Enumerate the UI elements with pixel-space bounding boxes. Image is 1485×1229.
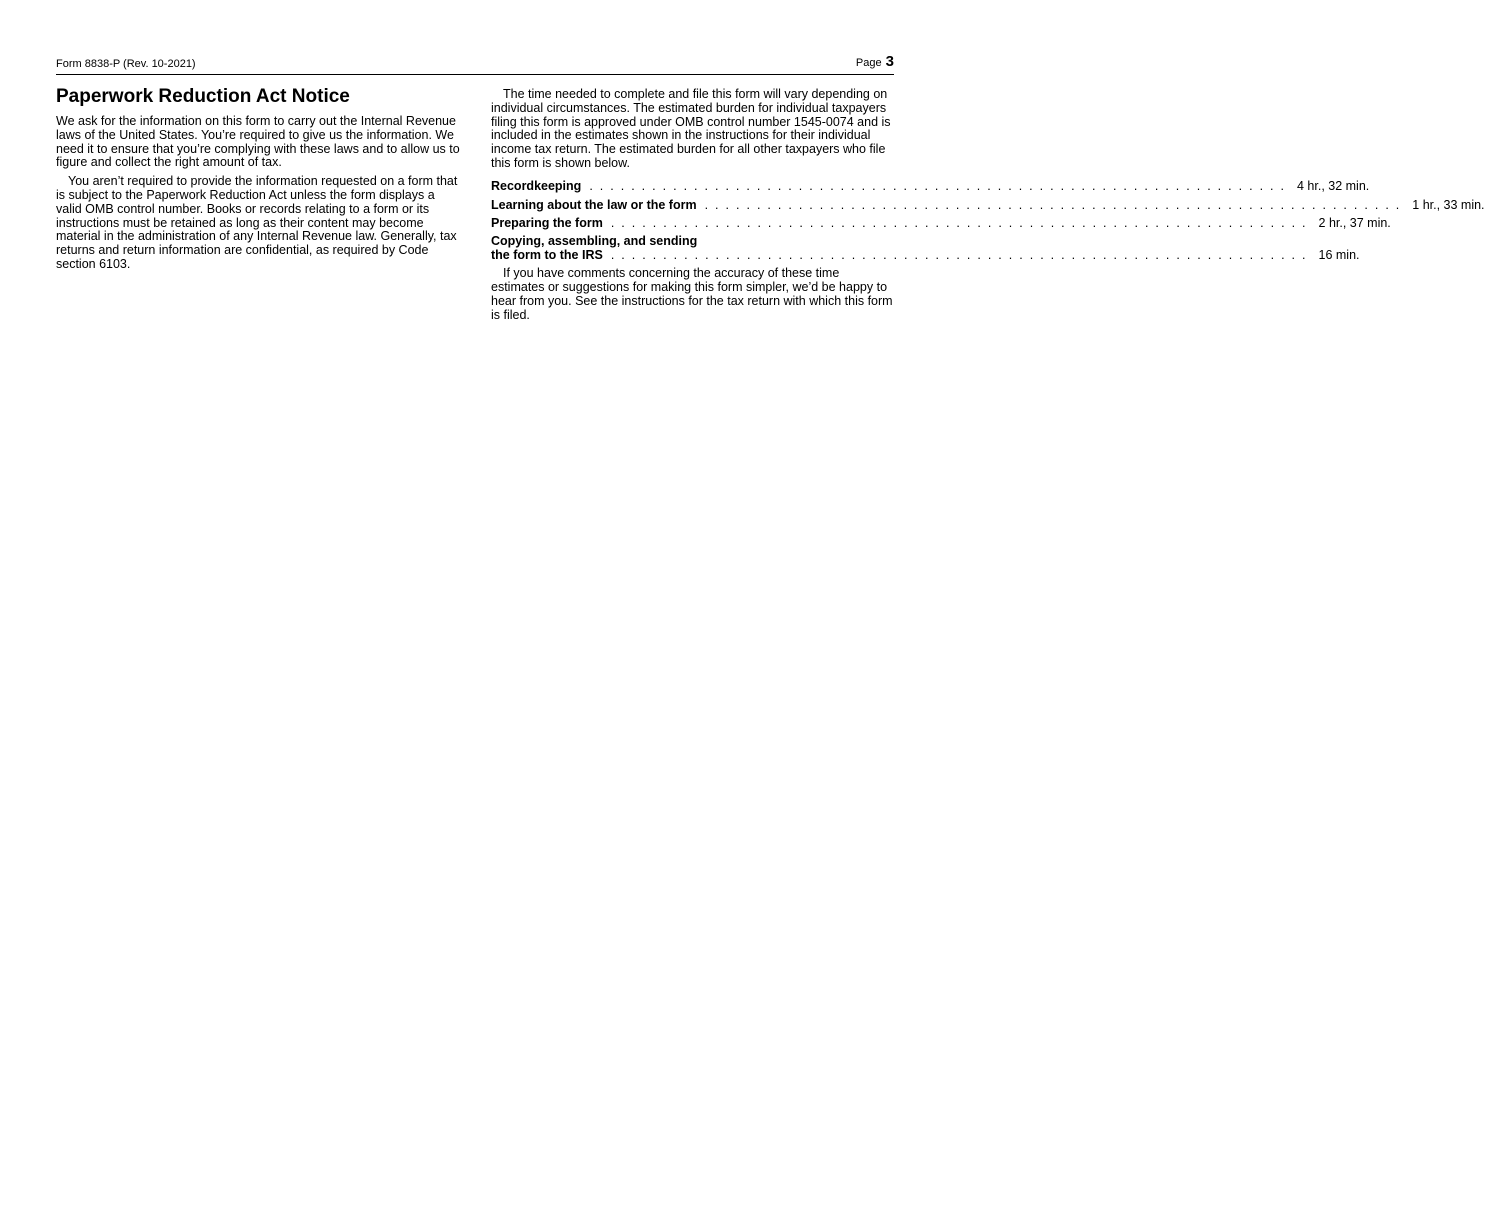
- form-identifier: Form 8838-P (Rev. 10-2021): [56, 58, 196, 70]
- burden-label: Recordkeeping: [491, 179, 582, 194]
- burden-value: 4 hr., 32 min.: [1297, 179, 1370, 194]
- page-label: Page: [855, 57, 882, 69]
- dot-leader: ...................................................................: [704, 197, 1407, 212]
- burden-line2: [491, 248, 1360, 263]
- paragraph-omb-requirement: You aren’t required to provide the information requested on a form that is subject to the Paperwork Reduction Act unless the form displays a valid OMB control number. Books or records relating to a form or its instructions must be retained as long as their content may become material in the administration of any Internal Revenue law. Generally, tax returns and return information are confidential, as required by Code section 6103.: [56, 174, 458, 271]
- page-indicator: [856, 54, 894, 71]
- paragraph-purpose: We ask for the information on this form to carry out the Internal Revenue laws of the United States. You’re required to give us the information. We need it to ensure that you’re complying with these laws and to allow us to figure and collect the right amount of tax.: [56, 114, 460, 170]
- burden-value: 2 hr., 37 min.: [1318, 216, 1391, 231]
- burden-row-recordkeeping: [491, 175, 1370, 194]
- burden-table: [491, 175, 1485, 263]
- burden-label-line1: Copying, assembling, and sending: [491, 234, 698, 249]
- page-number: 3: [885, 53, 894, 70]
- right-column: [491, 87, 1485, 322]
- burden-label-line2: the form to the IRS: [491, 248, 603, 263]
- burden-value: 16 min.: [1318, 248, 1360, 263]
- burden-value: 1 hr., 33 min.: [1412, 197, 1485, 212]
- dot-leader: ...................................................................: [589, 179, 1291, 194]
- burden-row-preparing: [491, 212, 1391, 231]
- section-title: Paperwork Reduction Act Notice: [56, 86, 350, 107]
- dot-leader: ...................................................................: [610, 216, 1313, 231]
- dot-leader: ...................................................................: [610, 248, 1313, 263]
- burden-label: Preparing the form: [491, 216, 603, 231]
- page-header: [56, 52, 894, 75]
- burden-label: Learning about the law or the form: [491, 197, 697, 212]
- paragraph-time-estimate: The time needed to complete and file this form will vary depending on individual circumstances. The estimated burden for individual taxpayers filing this form is approved under OMB control number 1545-0074 and is included in the estimates shown in the instructions for their individual income tax return. The estimated burden for all other taxpayers who file this form is shown below.: [491, 87, 891, 170]
- burden-row-learning: [491, 193, 1485, 212]
- burden-row-copying: [491, 234, 1360, 263]
- paragraph-comments: If you have comments concerning the accuracy of these time estimates or suggestions for making this form simpler, we’d be happy to hear from you. See the instructions for the tax return with which this form is filed.: [491, 266, 893, 322]
- left-column: [56, 85, 460, 272]
